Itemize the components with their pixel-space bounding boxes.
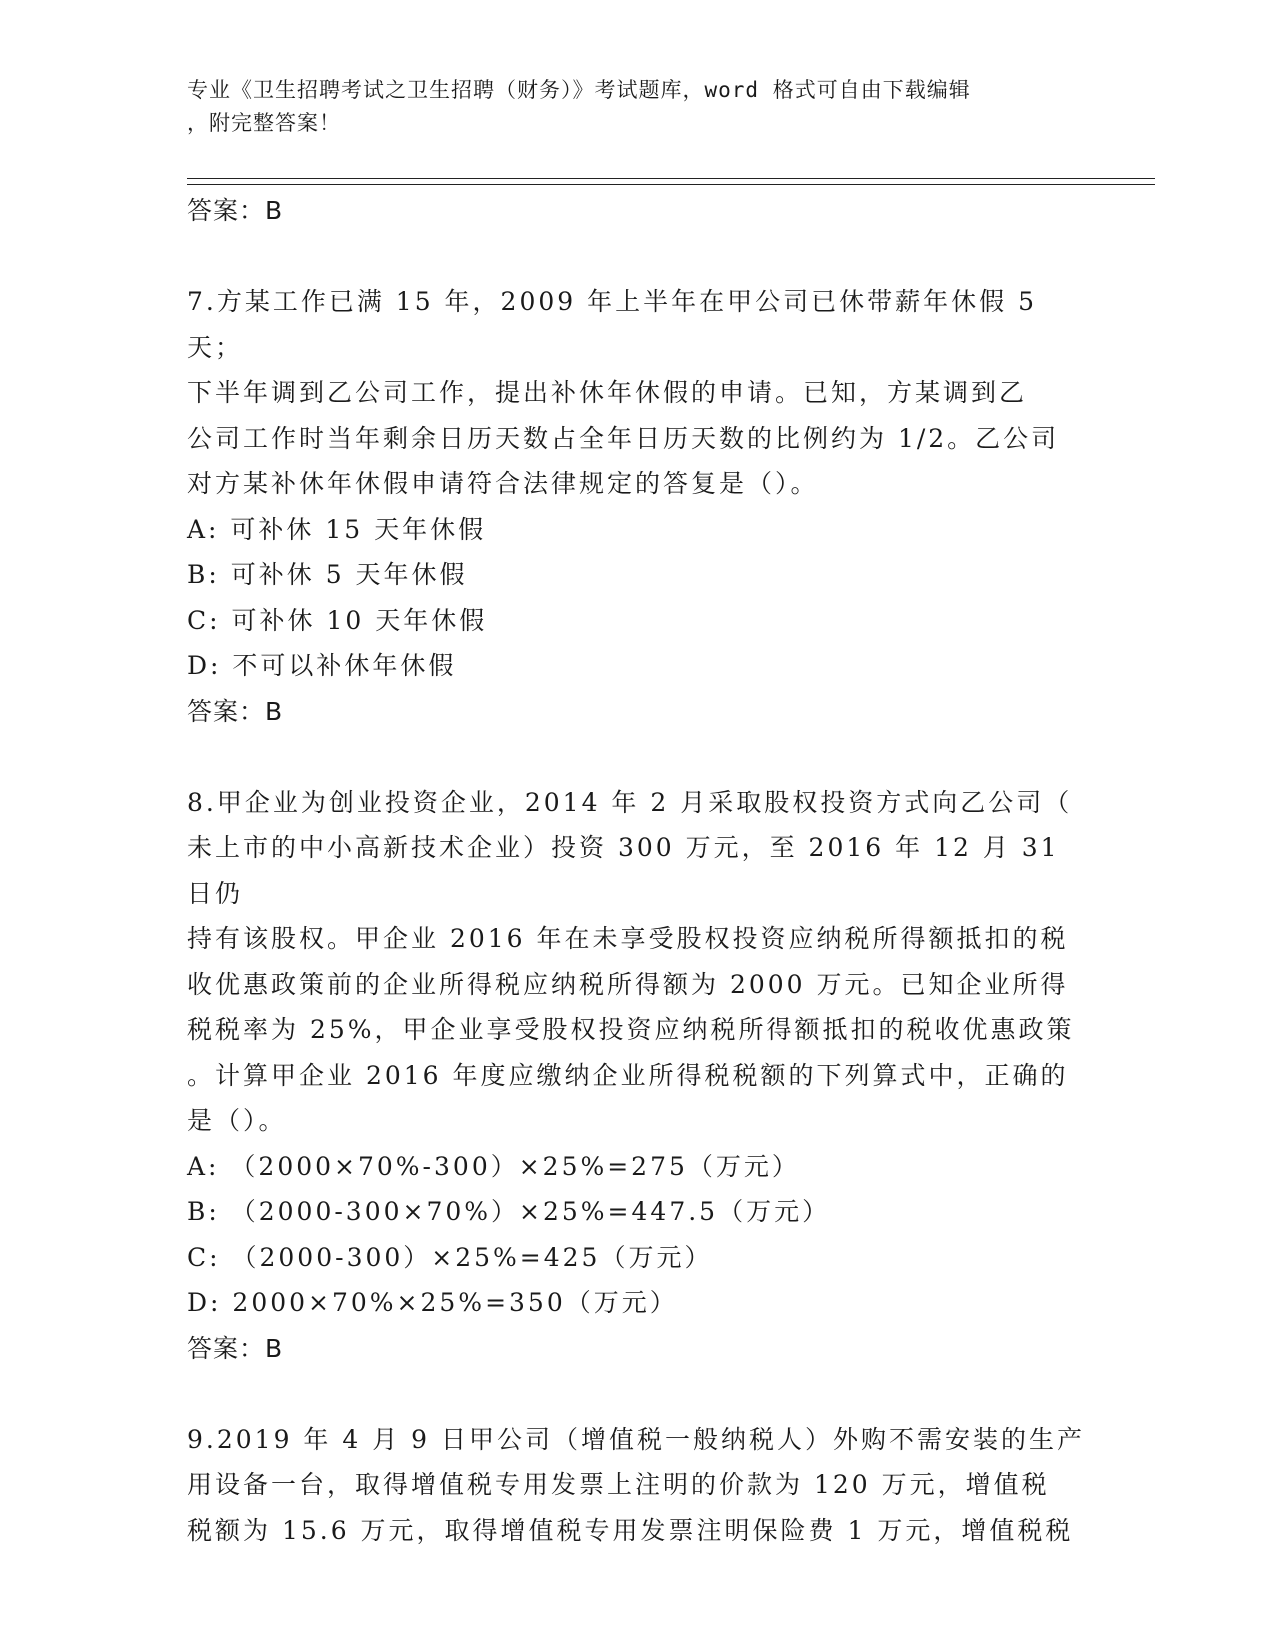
question-text: 7.方某工作已满 15 年，2009 年上半年在甲公司已休带薪年休假 5 天； 下半年调到乙公司工作，提出补休年休假的申请。已知，方某调到乙 公司工作时当年剩余日历天数占全年日历天数的比例约为 1/2。乙公司 对方某补休年休假申请符合法律规定的答复是（）。	[187, 287, 1060, 498]
question-text: 9.2019 年 4 月 9 日甲公司（增值税一般纳税人）外购不需安装的生产 用设备一台，取得增值税专用发票上注明的价款为 120 万元，增值税 税额为 15.6 万元，取得增值税专用发票注明保险费 1 万元，增值税税	[187, 1424, 1086, 1545]
header-divider-bottom	[187, 184, 1155, 185]
answer-line: 答案：B	[187, 1333, 284, 1363]
answer-line: 答案：B	[187, 696, 284, 726]
document-header	[187, 74, 1087, 140]
question-text: 8.甲企业为创业投资企业，2014 年 2 月采取股权投资方式向乙公司（ 未上市的中小高新技术企业）投资 300 万元，至 2016 年 12 月 31 日仍 持有该股权。甲企业 2016 年在未享受股权投资应纳税所得额抵扣的税 收优惠政策前的企业所得税应纳税所得额为 2000 万元。已知企业所得 税税率为 25%，甲企业享受股权投资应纳税所得额抵扣的税收优惠政策 。计算甲企业 2016 年度应缴纳企业所得税税额的下列算式中，正确的 是（）。	[187, 787, 1075, 1135]
option-b: B: 可补休 5 天年休假	[187, 560, 468, 589]
question-9	[187, 1417, 1087, 1554]
option-d: D: 2000×70%×25%=350（万元）	[187, 1288, 678, 1317]
header-divider-top	[187, 178, 1155, 179]
answer-line: 答案：B	[187, 196, 284, 225]
option-b: B: （2000-300×70%）×25%=447.5（万元）	[187, 1197, 831, 1226]
header-line-2: ，附完整答案！	[187, 111, 341, 135]
header-line-1: 专业《卫生招聘考试之卫生招聘（财务）》考试题库，word 格式可自由下载编辑	[187, 78, 971, 102]
option-c: C: 可补休 10 天年休假	[187, 605, 488, 635]
document-body	[187, 188, 1087, 1553]
option-a: A: 可补休 15 天年休假	[187, 514, 487, 544]
option-c: C: （2000-300）×25%=425（万元）	[187, 1242, 713, 1272]
question-7	[187, 279, 1087, 689]
question-8	[187, 780, 1087, 1326]
option-d: D: 不可以补休年休假	[187, 651, 457, 680]
option-a: A: （2000×70%-300）×25%=275（万元）	[187, 1151, 800, 1181]
